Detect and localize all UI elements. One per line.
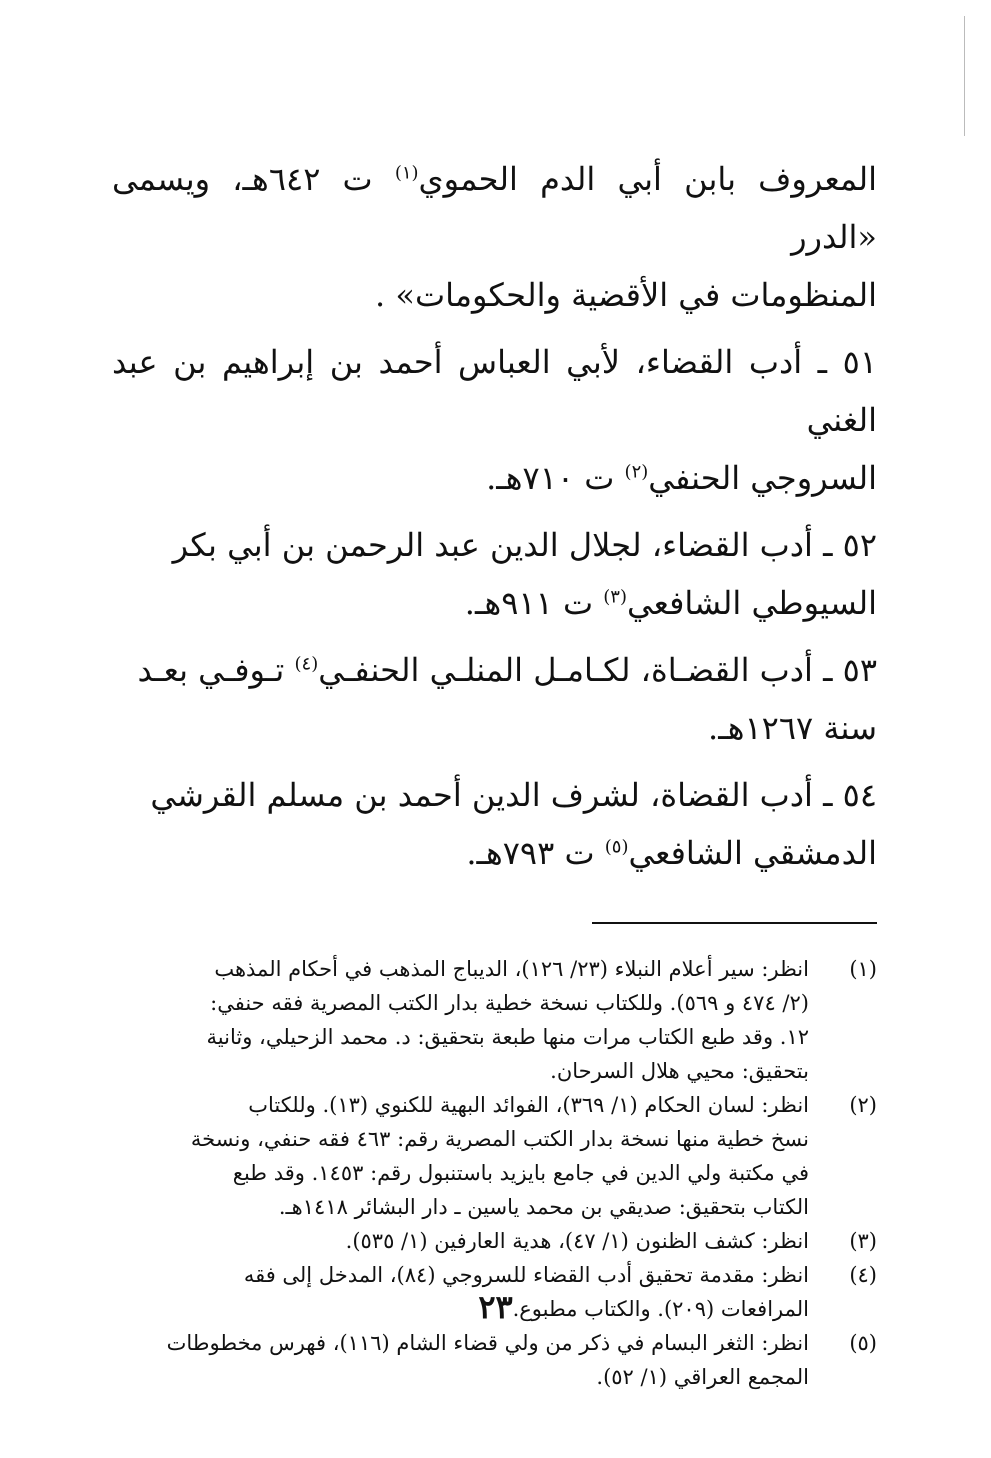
footnote-reference[interactable]: (٤) <box>294 653 319 675</box>
text-line: ٥٣ ـ أدب القضـاة، لكـامـل المنلـي الحنفـي$^{(٤)}$ تـوفـي بعـد <box>137 651 877 689</box>
book-page <box>112 150 878 1389</box>
footnote-2 <box>112 1088 877 1224</box>
footnote-text: انظر: سير أعلام النبلاء (٢٣/ ١٢٦)، الديباج المذهب في أحكام المذهب (٢/ ٤٧٤ و ٥٦٩). وللكتاب نسخة خطية بدار الكتب المصرية فقه حنفي: ١٢. وقد طبع الكتاب مرات منها طبعة بتحقيق: د. محمد الزحيلي، وثانية بتحقيق: محيي هلال السرحان. <box>206 957 809 1083</box>
footnote-number: (٤) <box>849 1263 877 1287</box>
main-text <box>112 150 877 882</box>
text-line: السروجي الحنفي$^{(٢)}$ ت ٧١٠هـ. <box>486 459 877 497</box>
footnote-number: (٢) <box>849 1093 877 1117</box>
footnote-text: انظر: الثغر البسام في ذكر من ولي قضاء الشام (١١٦)، فهرس مخطوطات المجمع العراقي (١/ ٥٢). <box>166 1331 809 1389</box>
page-number: ٢٣ <box>478 1288 513 1326</box>
footnote-number: (١) <box>849 957 877 981</box>
text-line: المعروف بابن أبي الدم الحموي$^{(١)}$ ت ٦٤٢هـ، ويسمى «الدرر <box>112 160 878 256</box>
footnote-reference[interactable]: (٣) <box>603 586 627 608</box>
paragraph-intro <box>112 150 877 324</box>
paragraph-entry-51 <box>112 333 877 507</box>
paragraph-entry-53 <box>112 641 877 757</box>
footnote-separator <box>592 922 877 924</box>
footnote-reference[interactable]: (٥) <box>604 836 629 858</box>
paragraph-entry-52 <box>112 516 877 632</box>
footnote-text: انظر: كشف الظنون (١/ ٤٧)، هدية العارفين (١/ ٥٣٥). <box>345 1229 809 1253</box>
scan-edge-mark <box>964 16 965 136</box>
paragraph-entry-54 <box>112 766 877 882</box>
footnote-reference[interactable]: (٢) <box>624 461 649 483</box>
text-line: ٥٤ ـ أدب القضاة، لشرف الدين أحمد بن مسلم القرشي <box>150 776 877 814</box>
footnote-reference[interactable]: (١) <box>394 162 419 184</box>
text-line: الدمشقي الشافعي$^{(٥)}$ ت ٧٩٣هـ. <box>466 834 877 872</box>
footnote-1 <box>112 952 877 1088</box>
text-line: المنظومات في الأقضية والحكومات» . <box>375 276 877 314</box>
text-line: سنة ١٢٦٧هـ. <box>708 709 877 747</box>
footnote-5 <box>112 1326 877 1394</box>
text-line: ٥١ ـ أدب القضاء، لأبي العباس أحمد بن إبراهيم بن عبد الغني <box>112 343 877 439</box>
footnote-3 <box>112 1224 877 1258</box>
text-line: السيوطي الشافعي$^{(٣)}$ ت ٩١١هـ. <box>464 584 877 622</box>
text-line: ٥٢ ـ أدب القضاء، لجلال الدين عبد الرحمن بن أبي بكر <box>172 526 877 564</box>
footnotes <box>112 952 877 1394</box>
footnote-text: انظر: مقدمة تحقيق أدب القضاء للسروجي (٨٤)، المدخل إلى فقه المرافعات (٢٠٩). والكتاب مطبوع. <box>243 1263 809 1321</box>
footnote-number: (٣) <box>849 1229 877 1253</box>
footnote-text: انظر: لسان الحكام (١/ ٣٦٩)، الفوائد البهية للكنوي (١٣). وللكتاب نسخ خطية منها نسخة بدار الكتب المصرية رقم: ٤٦٣ فقه حنفي، ونسخة في مكتبة ولي الدين في جامع بايزيد باستنبول رقم: ١٤٥٣. وقد طبع الكتاب بتحقيق: صديقي بن محمد ياسين ـ دار البشائر ١٤١٨هـ. <box>190 1093 809 1219</box>
footnote-number: (٥) <box>849 1331 877 1355</box>
